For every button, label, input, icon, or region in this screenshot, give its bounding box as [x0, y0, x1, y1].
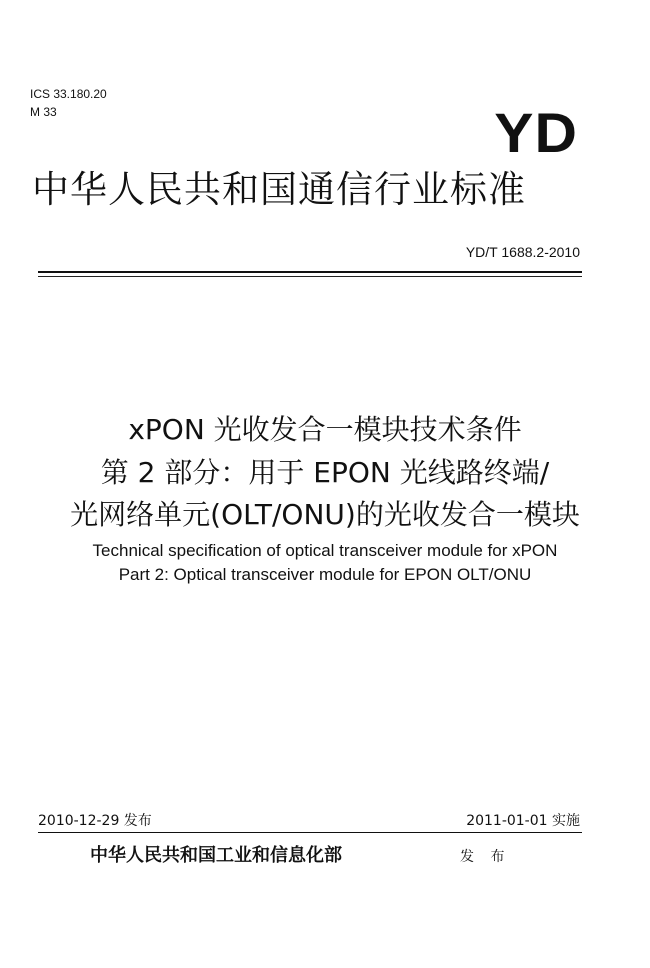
title-cn-line-2: 第 2 部分：用于 EPON 光线路终端/ [100, 456, 550, 489]
title-en-line-1: Technical specification of optical transceiver module for xPON [92, 541, 558, 560]
title-cn-line-1: xPON 光收发合一模块技术条件 [128, 413, 522, 446]
header-divider-thick [38, 271, 582, 273]
header-divider-thin [38, 276, 582, 277]
category-code: M 33 [30, 105, 57, 119]
ics-code: ICS 33.180.20 [30, 87, 107, 101]
standard-title: 中华人民共和国通信行业标准 [32, 168, 526, 211]
title-en-line-2: Part 2: Optical transceiver module for EPON OLT/ONU [118, 565, 532, 584]
publish-label: 发 布 [460, 849, 511, 865]
implementation-date: 2011-01-01 实施 [466, 813, 580, 829]
footer-divider [38, 832, 582, 833]
title-cn-line-3: 光网络单元(OLT/ONU)的光收发合一模块 [70, 498, 580, 531]
publisher: 中华人民共和国工业和信息化部 [90, 845, 342, 866]
issue-date: 2010-12-29 发布 [38, 813, 152, 829]
yd-logo: YD [494, 101, 578, 164]
standard-number: YD/T 1688.2-2010 [465, 244, 580, 260]
